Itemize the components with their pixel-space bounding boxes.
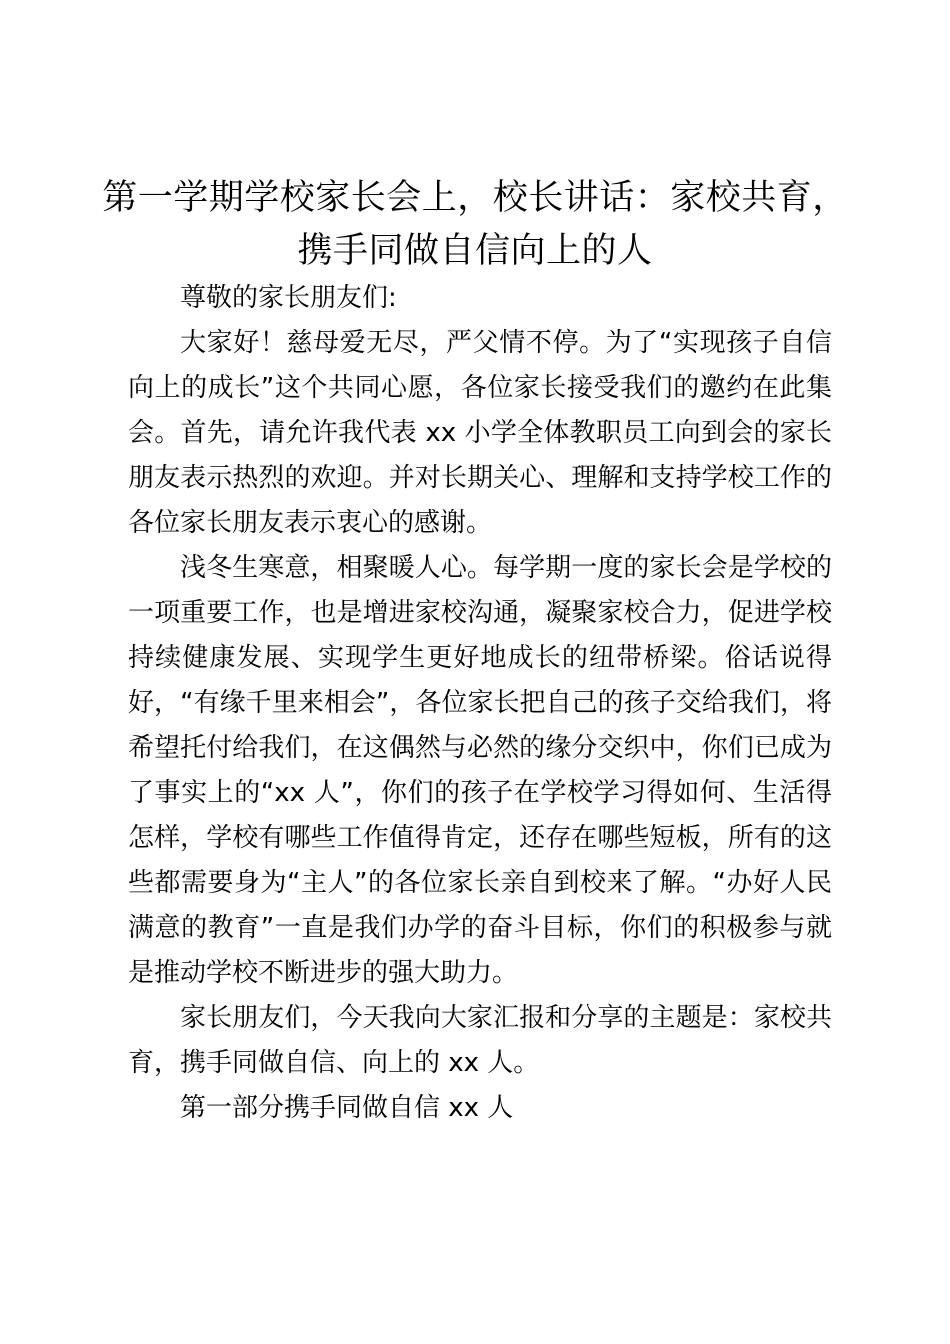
document-title: 第一学期学校家长会上，校长讲话：家校共育，携手同做自信向上的人 (102, 178, 848, 271)
welcome-paragraph: 大家好！慈母爱无尽，严父情不停。为了“实现孩子自信向上的成长”这个共同心愿，各位家长接受我们的邀约在此集会。首先，请允许我代表 xx 小学全体教职员工向到会的家长朋友表示热烈的欢迎。并对长期关心、理解和支持学校工作的各位家长朋友表示衷心的感谢。 (128, 328, 832, 538)
theme-paragraph: 家长朋友们，今天我向大家汇报和分享的主题是：家校共育，携手同做自信、向上的 xx 人。 (128, 1003, 832, 1078)
meeting-purpose-paragraph: 浅冬生寒意，相聚暖人心。每学期一度的家长会是学校的一项重要工作，也是增进家校沟通，凝聚家校合力，促进学校持续健康发展、实现学生更好地成长的纽带桥梁。俗话说得好，“有缘千里来相会”，各位家长把自己的孩子交给我们，将希望托付给我们，在这偶然与必然的缘分交织中，你们已成为了事实上的“xx 人”，你们的孩子在学校学习得如何、生活得怎样，学校有哪些工作值得肯定，还存在哪些短板，所有的这些都需要身为“主人”的各位家长亲自到校来了解。“办好人民满意的教育”一直是我们办学的奋斗目标，你们的积极参与就是推动学校不断进步的强大助力。 (128, 553, 832, 988)
section-heading: 第一部分携手同做自信 xx 人 (180, 1093, 514, 1123)
salutation-paragraph: 尊敬的家长朋友们: (180, 283, 397, 313)
document-body (128, 276, 832, 1131)
